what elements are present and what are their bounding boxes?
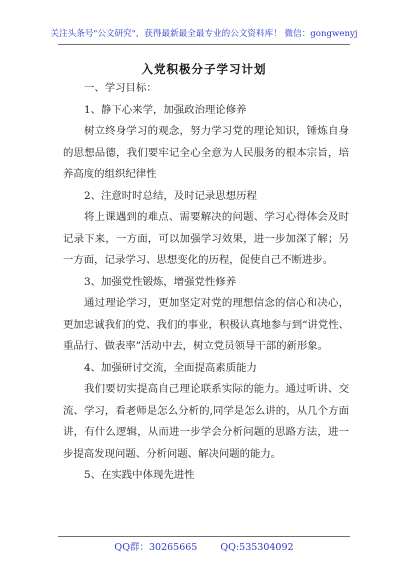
footer-qq-group: QQ群：30265665 xyxy=(114,542,198,553)
document-title: 入党积极分子学习计划 xyxy=(141,62,267,76)
item-heading-1: 1、静下心来学，加强政治理论修养 xyxy=(84,103,247,116)
item-heading-4: 4、加强研讨交流，全面提高素质能力 xyxy=(84,361,257,374)
document-body xyxy=(63,78,349,487)
item-paragraph-4: 我们要切实提高自己理论联系实际的能力。通过听讲、交流、学习，看老师是怎么分析的,同学是怎么讲的，从几个方面讲，有什么逻辑，从而进一步学会分析问题的思路方法，进一步提高发现问题、分析问题、解决问题的能力。 xyxy=(63,383,349,460)
header-note: 关注头条号"公文研究"，获得最新最全最专业的公文资料库！ 微信：gongwenyj xyxy=(50,29,358,39)
item-heading-2: 2、注意时时总结，及时记录思想历程 xyxy=(84,189,257,202)
item-paragraph-3: 通过理论学习，更加坚定对党的理想信念的信心和决心，更加忠诚我们的党、我们的事业，积极认真地参与到“讲党性、重品行、做表率”活动中去，树立党员领导干部的新形象。 xyxy=(63,297,349,352)
footer-qq-contact: QQ:535304092 xyxy=(220,542,294,553)
item-heading-3: 3、加强党性锻炼，增强党性修养 xyxy=(84,275,237,288)
footer-contacts xyxy=(0,542,408,554)
section-heading: 一、学习目标： xyxy=(84,82,157,94)
item-paragraph-1: 树立终身学习的观念，努力学习党的理论知识，锤炼自身的思想品德，我们要牢记全心全意为人民服务的根本宗旨，培养高度的组织纪律性 xyxy=(63,125,349,180)
header-divider xyxy=(58,44,350,45)
item-heading-5: 5、在实践中体现先进性 xyxy=(84,469,195,481)
item-paragraph-2: 将上课遇到的难点、需要解决的问题、学习心得体会及时记录下来，一方面，可以加强学习效果，进一步加深了解；另一方面，记录学习、思想变化的历程，促使自己不断进步。 xyxy=(63,211,349,266)
footer-divider xyxy=(58,536,350,537)
